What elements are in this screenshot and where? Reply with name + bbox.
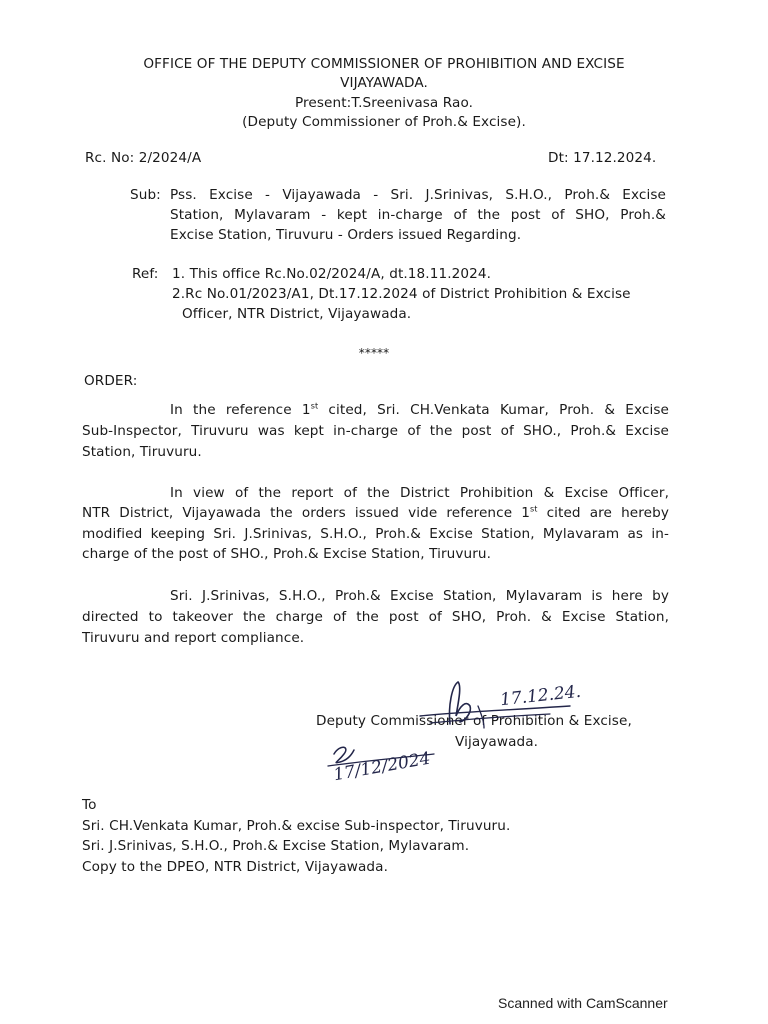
para3-line: Sri. J.Srinivas, S.H.O., Proh.& Excise Station, Mylavaram is here by <box>170 588 669 604</box>
scanner-watermark: Scanned with CamScanner <box>498 995 668 1011</box>
para2-line: In view of the report of the District Prohibition & Excise Officer, <box>170 485 669 501</box>
subject-label: Sub: <box>130 187 161 203</box>
reference-1: 1. This office Rc.No.02/2024/A, dt.18.11.2024. <box>172 266 492 282</box>
officer-designation: (Deputy Commissioner of Proh.& Excise). <box>242 114 526 130</box>
recipient-1: Sri. CH.Venkata Kumar, Proh.& excise Sub-inspector, Tiruvuru. <box>82 818 511 834</box>
para1-line: Station, Tiruvuru. <box>82 444 202 460</box>
reference-2: 2.Rc No.01/2023/A1, Dt.17.12.2024 of District Prohibition & Excise <box>172 286 631 302</box>
separator-stars: ***** <box>358 346 390 360</box>
copy-to: Copy to the DPEO, NTR District, Vijayawada. <box>82 859 388 875</box>
rc-number: Rc. No: 2/2024/A <box>85 150 202 166</box>
para2-line: NTR District, Vijayawada the orders issued vide reference 1st cited are hereby <box>82 504 670 521</box>
para3-line: directed to takeover the charge of the post of SHO, Proh. & Excise Station, <box>82 609 669 625</box>
para3-line: Tiruvuru and report compliance. <box>82 630 305 646</box>
signatory-title: Deputy Commissioner of Prohibition & Excise, <box>316 713 632 729</box>
para1-line: In the reference 1st cited, Sri. CH.Venkata Kumar, Proh. & Excise <box>170 401 669 418</box>
subject-line: Excise Station, Tiruvuru - Orders issued Regarding. <box>170 227 522 243</box>
para2-line: modified keeping Sri. J.Srinivas, S.H.O., Proh.& Excise Station, Mylavaram as in- <box>82 526 669 542</box>
handwritten-date-bottom: 17/12/2024 <box>332 748 432 786</box>
signatory-place: Vijayawada. <box>455 734 539 750</box>
handwritten-date-top: 17.12.24. <box>499 681 582 711</box>
order-date: Dt: 17.12.2024. <box>548 150 657 166</box>
para1-line: Sub-Inspector, Tiruvuru was kept in-charge of the post of SHO., Proh.& Excise <box>82 423 669 439</box>
office-city: VIJAYAWADA. <box>340 75 428 91</box>
reference-2-cont: Officer, NTR District, Vijayawada. <box>182 306 412 322</box>
to-label: To <box>82 797 97 813</box>
order-heading: ORDER: <box>84 373 138 389</box>
reference-label: Ref: <box>132 266 159 282</box>
subject-line: Pss. Excise - Vijayawada - Sri. J.Srinivas, S.H.O., Proh.& Excise <box>170 187 666 203</box>
recipient-2: Sri. J.Srinivas, S.H.O., Proh.& Excise Station, Mylavaram. <box>82 838 470 854</box>
office-title: OFFICE OF THE DEPUTY COMMISSIONER OF PROHIBITION AND EXCISE <box>143 56 625 72</box>
para2-line: charge of the post of SHO., Proh.& Excise Station, Tiruvuru. <box>82 546 492 562</box>
subject-line: Station, Mylavaram - kept in-charge of the post of SHO, Proh.& <box>170 207 666 223</box>
present-officer: Present:T.Sreenivasa Rao. <box>294 95 474 111</box>
